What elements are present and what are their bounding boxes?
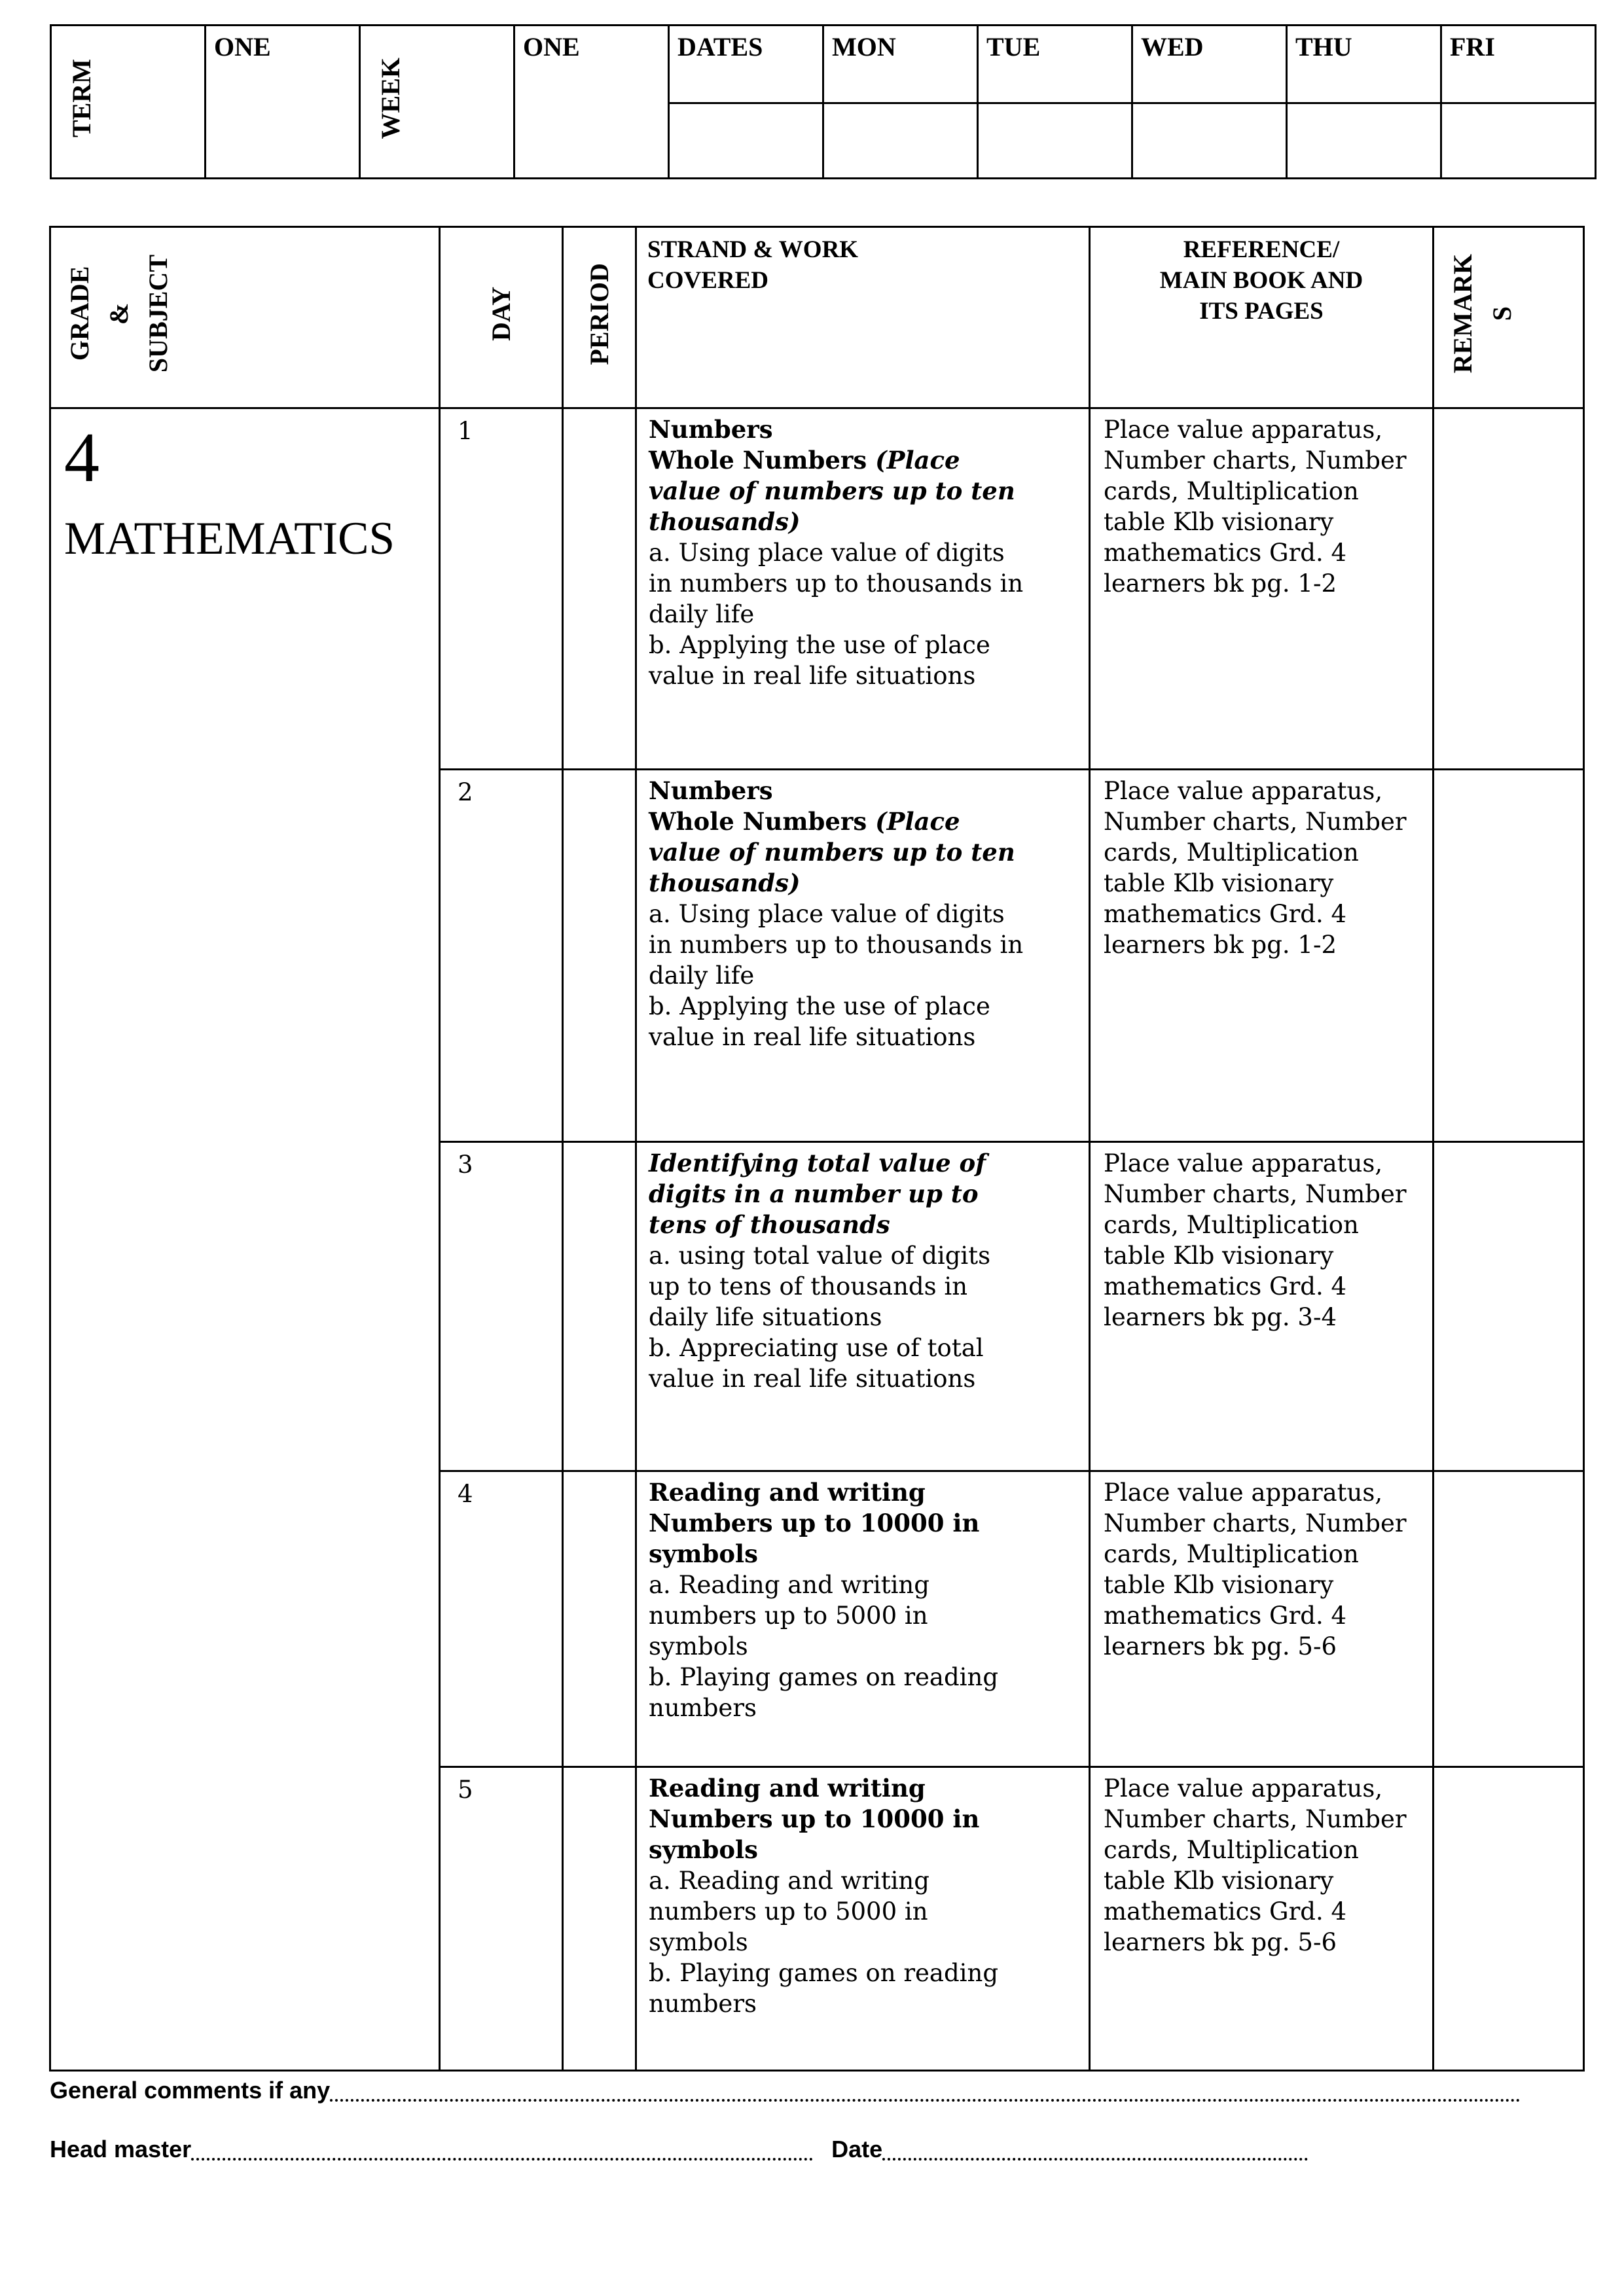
monday-date-cell	[823, 103, 978, 179]
friday-label: FRI	[1450, 32, 1495, 62]
strand-cell: Identifying total value of digits in a number up to tens of thousands a. using total value of digits up to tens of thousands in daily life situations b. Appreciating use of total value in real life situations	[636, 1142, 1090, 1471]
dates-blank-cell	[669, 103, 823, 179]
tuesday-label: TUE	[986, 32, 1041, 62]
strand-cell: Reading and writing Numbers up to 10000 in symbols a. Reading and writing numbers up to 5000 in symbols b. Playing games on reading numbers	[636, 1767, 1090, 2071]
period-cell	[563, 1471, 636, 1767]
remarks-header-cell	[1434, 227, 1584, 408]
strand-cell: Numbers Whole Numbers (Place value of numbers up to ten thousands) a. Using place value of digits in numbers up to thousands in daily life b. Applying the use of place value in real life situations	[636, 770, 1090, 1142]
strand-cell: Numbers Whole Numbers (Place value of numbers up to ten thousands) a. Using place value of digits in numbers up to thousands in daily life b. Applying the use of place value in real life situations	[636, 408, 1090, 770]
day-cell: 4	[440, 1471, 563, 1767]
term-value: ONE	[214, 32, 271, 62]
term-label: TERM	[67, 59, 96, 137]
reference-cell: Place value apparatus, Number charts, Number cards, Multiplication table Klb visionary mathematics Grd. 4 learners bk pg. 3-4	[1090, 1142, 1434, 1471]
reference-cell: Place value apparatus, Number charts, Number cards, Multiplication table Klb visionary mathematics Grd. 4 learners bk pg. 1-2	[1090, 408, 1434, 770]
reference-cell: Place value apparatus, Number charts, Number cards, Multiplication table Klb visionary mathematics Grd. 4 learners bk pg. 5-6	[1090, 1767, 1434, 2071]
day-cell: 3	[440, 1142, 563, 1471]
remarks-cell	[1434, 1142, 1584, 1471]
remarks-cell	[1434, 408, 1584, 770]
week-value-cell	[514, 26, 669, 179]
reference-cell: Place value apparatus, Number charts, Number cards, Multiplication table Klb visionary mathematics Grd. 4 learners bk pg. 5-6	[1090, 1471, 1434, 1767]
day-label: DAY	[486, 287, 516, 341]
head-master-label: Head master	[50, 2136, 192, 2162]
head-master-fill-line	[191, 2151, 813, 2161]
wednesday-date-cell	[1132, 103, 1287, 179]
friday-header-cell	[1441, 26, 1596, 103]
wednesday-header-cell	[1132, 26, 1287, 103]
scheme-of-work-table	[49, 226, 1585, 2072]
grade-subject-header-cell	[50, 227, 440, 408]
period-cell	[563, 1767, 636, 2071]
strand-cell: Reading and writing Numbers up to 10000 in symbols a. Reading and writing numbers up to 5000 in symbols b. Playing games on reading numbers	[636, 1471, 1090, 1767]
thursday-label: THU	[1295, 32, 1352, 62]
reference-header-cell: REFERENCE/ MAIN BOOK AND ITS PAGES	[1090, 227, 1434, 408]
week-value: ONE	[523, 32, 580, 62]
day-header-cell	[440, 227, 563, 408]
day-cell: 1	[440, 408, 563, 770]
thursday-date-cell	[1287, 103, 1441, 179]
subject-name: MATHEMATICS	[64, 513, 395, 565]
day-cell: 2	[440, 770, 563, 1142]
thursday-header-cell	[1287, 26, 1441, 103]
tuesday-date-cell	[978, 103, 1132, 179]
date-label: Date	[831, 2136, 883, 2162]
period-cell	[563, 408, 636, 770]
remarks-label: REMARK S	[1448, 254, 1517, 374]
period-cell	[563, 1142, 636, 1471]
friday-date-cell	[1441, 103, 1596, 179]
dates-label: DATES	[677, 32, 763, 62]
general-comments-label: General comments if any	[50, 2077, 331, 2104]
table-row	[50, 408, 1584, 770]
grade-number: 4	[64, 419, 99, 497]
term-week-dates-table	[50, 24, 1597, 179]
date-fill-line	[882, 2151, 1308, 2161]
monday-label: MON	[832, 32, 896, 62]
general-comments-fill-line	[330, 2092, 1521, 2102]
signature-row	[50, 2135, 1550, 2164]
period-cell	[563, 770, 636, 1142]
term-value-cell	[206, 26, 360, 179]
dates-header-cell	[669, 26, 823, 103]
strand-header-cell: STRAND & WORK COVERED	[636, 227, 1090, 408]
period-header-cell	[563, 227, 636, 408]
week-label: WEEK	[376, 57, 405, 139]
period-label: PERIOD	[584, 262, 614, 365]
grade-subject-label: GRADE & SUBJECT	[65, 255, 173, 373]
tuesday-header-cell	[978, 26, 1132, 103]
term-header-cell	[51, 26, 206, 179]
remarks-cell	[1434, 1767, 1584, 2071]
day-cell: 5	[440, 1767, 563, 2071]
monday-header-cell	[823, 26, 978, 103]
reference-cell: Place value apparatus, Number charts, Number cards, Multiplication table Klb visionary mathematics Grd. 4 learners bk pg. 1-2	[1090, 770, 1434, 1142]
grade-subject-cell	[50, 408, 440, 2071]
general-comments-row	[50, 2076, 1550, 2105]
week-header-cell	[360, 26, 514, 179]
remarks-cell	[1434, 1471, 1584, 1767]
remarks-cell	[1434, 770, 1584, 1142]
wednesday-label: WED	[1141, 32, 1204, 62]
